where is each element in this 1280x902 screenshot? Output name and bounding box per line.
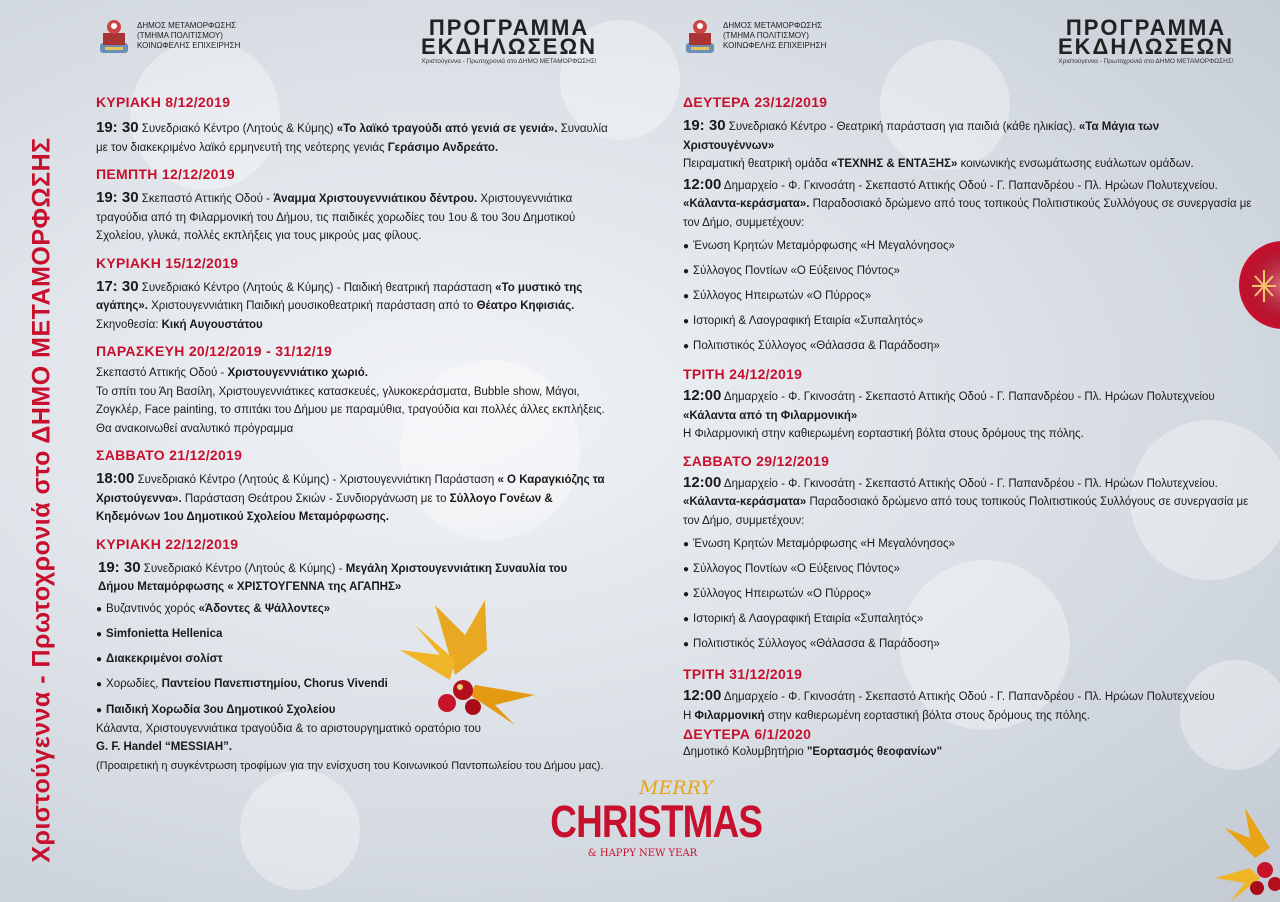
- municipality-emblem-icon: [97, 15, 131, 57]
- program-subtitle: Χριστούγεννα - Πρωτοχρονιά στο ΔΗΜΟ ΜΕΤΑΜΟΡΦΩΣΗΣ!: [421, 58, 597, 65]
- vertical-banner: [12, 40, 72, 880]
- event-time: 12:00: [683, 687, 722, 704]
- vertical-title: Χριστούγεννα - Πρωτοχρονιά στο ΔΗΜΟ ΜΕΤΑΜΟΡΦΩΣΗΣ: [27, 137, 56, 863]
- event-block: [683, 725, 1253, 762]
- holly-decoration-icon: [395, 595, 545, 735]
- event-director: Σκηνοθεσία: Κική Αυγουστάτου: [96, 318, 263, 331]
- event-block: [96, 165, 618, 246]
- list-item: ● Χορωδίες, Παντείου Πανεπιστημίου, Chorus Vivendi: [96, 672, 618, 697]
- event-details: Κάλαντα, Χριστουγεννιάτικα τραγούδια & το αριστουργηματικό ορατόριο του: [96, 722, 481, 735]
- event-note: Θα ανακοινωθεί αναλυτικό πρόγραμμα: [96, 422, 294, 435]
- logo-line3: ΚΟΙΝΩΦΕΛΗΣ ΕΠΙΧΕΙΡΗΣΗ: [723, 41, 827, 50]
- list-item: ● Πολιτιστικός Σύλλογος «Θάλασσα & Παράδοση»: [683, 334, 1253, 359]
- event-date: ΚΥΡΙΑΚΗ 15/12/2019: [96, 254, 239, 271]
- event-block: [683, 452, 1253, 658]
- event-time: 12:00: [683, 387, 722, 404]
- event-handel: G. F. Handel “MESSIAH”.: [96, 741, 233, 753]
- event-date: ΚΥΡΙΑΚΗ 22/12/2019: [96, 535, 239, 552]
- list-item: ● Ιστορική & Λαογραφική Εταιρία «Συπαλητός»: [683, 309, 1253, 334]
- program-title-line2: ΕΚΔΗΛΩΣΕΩΝ: [421, 34, 597, 59]
- event-desc: 17: 30 Συνεδριακό Κέντρο (Λητούς & Κύμης) - Παιδική θεατρική παράσταση «Το μυστικό της αγάπης». Χριστουγεννιάτικη Παιδική μουσικοθεατρική παράσταση από το Θέατρο Κηφισιάς.: [96, 277, 583, 312]
- event-desc: 12:00 Δημαρχείο - Φ. Γκινοσάτη - Σκεπαστό Αττικής Οδού - Γ. Παπανδρέου - Πλ. Ηρώων Πολυτεχνείου. «Κάλαντα-κεράσματα» Παραδοσιακό δρώμενο από τους τοπικούς Πολιτιστικούς Συλλόγους σε συνεργασία με τον Δήμο, συμμετέχουν:: [683, 473, 1249, 527]
- program-title-line1: ΠΡΟΓΡΑΜΜΑ: [428, 15, 590, 40]
- christmas-ornament-icon: [1238, 240, 1280, 330]
- event-desc: 12:00 Δημαρχείο - Φ. Γκινοσάτη - Σκεπαστό Αττικής Οδού - Γ. Παπανδρέου - Πλ. Ηρώων Πολυτεχνείου. «Κάλαντα-κεράσματα». Παραδοσιακό δρώμενο από τους τοπικούς Πολιτιστικούς Συλλόγους σε συνεργασία με τον Δήμο, συμμετέχουν:: [683, 175, 1252, 229]
- event-desc: Σκεπαστό Αττικής Οδού - Χριστουγεννιάτικο χωριό.: [96, 367, 368, 379]
- program-header-left: [418, 15, 600, 65]
- logo-line2: (ΤΜΗΜΑ ΠΟΛΙΤΙΣΜΟΥ): [723, 31, 809, 40]
- event-desc: 19: 30 Σκεπαστό Αττικής Οδού - Άναμμα Χριστουγεννιάτικου δέντρου. Χριστουγεννιάτικα τραγούδια από τη Φιλαρμονική του Δήμου, τις παιδικές χορωδίες του 1ου & του 3ου Δημοτικού Σχολείου, γλυκά, πολλές εκπλήξεις για τους μικρούς μας φίλους.: [96, 189, 576, 242]
- event-time: 12:00: [683, 175, 722, 193]
- list-item: ● Παιδική Χορωδία 3ου Δημοτικού Σχολείου: [96, 701, 618, 720]
- holly-corner-icon: [1215, 808, 1280, 902]
- event-time: 19: 30: [683, 117, 726, 134]
- event-desc: 19: 30 Συνεδριακό Κέντρο (Λητούς & Κύμης) - Μεγάλη Χριστουγεννιάτικη Συναυλία του Δήμου Μεταμόρφωσης « ΧΡΙΣΤΟΥΓΕΝΝΑ της ΑΓΑΠΗΣ»: [98, 558, 568, 593]
- event-date: ΤΡΙΤΗ 31/12/2019: [683, 666, 803, 682]
- event-date: ΔΕΥΤΕΡΑ 23/12/2019: [683, 94, 828, 110]
- event-time: 19: 30: [98, 558, 141, 576]
- event-desc: Δημοτικό Κολυμβητήριο "Εορτασμός θεοφανίων": [683, 746, 943, 758]
- christmas-text: CHRISTMAS: [550, 796, 763, 847]
- event-block: [683, 365, 1253, 444]
- event-date: ΣΑΒΒΑΤΟ 29/12/2019: [683, 452, 830, 469]
- event-details: Το σπίτι του Άη Βασίλη, Χριστουγεννιάτικες κατασκευές, γλυκοκεράσματα, Bubble show, Μάγοι, Ζογκλέρ, Face painting, το σπιτάκι του Δήμου με παραμύθια, τραγούδια και πολλές άλλες εκπλήξεις.: [96, 385, 605, 416]
- list-item: ● Διακεκριμένοι σολίστ: [96, 647, 618, 672]
- event-desc: 18:00 Συνεδριακό Κέντρο (Λητούς & Κύμης) - Χριστουγεννιάτικη Παράσταση « Ο Καραγκιόζης τα Χριστούγεννα». Παράσταση Θεάτρου Σκιών - Συνδιοργάνωση με το Σύλλογο Γονέων & Κηδεμόνων 1ου Δημοτικού Σχολείου Μεταμόρφωσης.: [96, 470, 605, 523]
- list-item: ● Σύλλογος Ποντίων «Ο Εύξεινος Πόντος»: [683, 259, 1253, 284]
- event-desc: 19: 30 Συνεδριακό Κέντρο (Λητούς & Κύμης) «Το λαϊκό τραγούδι από γενιά σε γενιά». Συναυλία με τον διακεκριμένο λαϊκό ερμηνευτή της νεότερης γενιάς Γεράσιμο Ανδρεάτο.: [96, 119, 608, 154]
- right-column: [683, 93, 1253, 762]
- happy-new-year-text: & HAPPY NEW YEAR: [587, 848, 698, 859]
- event-block: [96, 254, 618, 335]
- event-date: ΔΕΥΤΕΡΑ 6/1/2020: [683, 726, 812, 742]
- list-item: ● Simfonietta Hellenica: [96, 622, 618, 647]
- event-desc: 12:00 Δημαρχείο - Φ. Γκινοσάτη - Σκεπαστό Αττικής Οδού - Γ. Παπανδρέου - Πλ. Ηρώων Πολυτεχνείου «Κάλαντα από τη Φιλαρμονική» Η Φιλαρμονική στην καθιερωμένη εορταστική βόλτα στους δρόμους της πόλης.: [683, 387, 1215, 440]
- list-item: ● Σύλλογος Ηπειρωτών «Ο Πύρρος»: [683, 582, 1253, 607]
- program-title-line2: ΕΚΔΗΛΩΣΕΩΝ: [1058, 34, 1234, 59]
- program-subtitle: Χριστούγεννα - Πρωτοχρονιά στο ΔΗΜΟ ΜΕΤΑΜΟΡΦΩΣΗΣ!: [1058, 58, 1234, 65]
- event-time: 19: 30: [96, 119, 139, 136]
- program-title-line1: ΠΡΟΓΡΑΜΜΑ: [1065, 15, 1227, 40]
- event-date: ΤΡΙΤΗ 24/12/2019: [683, 366, 803, 382]
- event-block: [683, 665, 1253, 725]
- event-time: 17: 30: [96, 277, 139, 295]
- list-item: ● Σύλλογος Ποντίων «Ο Εύξεινος Πόντος»: [683, 557, 1253, 582]
- event-date: ΚΥΡΙΑΚΗ 8/12/2019: [96, 94, 231, 110]
- event-note: (Προαιρετική η συγκέντρωση τροφίμων για την ενίσχυση του Κοινωνικού Παντοπωλείου του Δήμου μας).: [96, 759, 604, 772]
- event-time: 18:00: [96, 470, 135, 487]
- list-item: ● Βυζαντινός χορός «Άδοντες & Ψάλλοντες»: [96, 597, 618, 622]
- list-item: ● Ιστορική & Λαογραφική Εταιρία «Συπαλητός»: [683, 607, 1253, 632]
- list-item: ● Πολιτιστικός Σύλλογος «Θάλασσα & Παράδοση»: [683, 632, 1253, 657]
- event-date: ΣΑΒΒΑΤΟ 21/12/2019: [96, 447, 243, 463]
- event-desc: 12:00 Δημαρχείο - Φ. Γκινοσάτη - Σκεπαστό Αττικής Οδού - Γ. Παπανδρέου - Πλ. Ηρώων Πολυτεχνείου Η Φιλαρμονική στην καθιερωμένη εορταστική βόλτα στους δρόμους της πόλης.: [683, 687, 1215, 722]
- list-item: ● Ένωση Κρητών Μεταμόρφωσης «Η Μεγαλόνησος»: [683, 532, 1253, 557]
- logo-right: [683, 15, 826, 57]
- christmas-greeting: [530, 777, 763, 859]
- logo-line3: ΚΟΙΝΩΦΕΛΗΣ ΕΠΙΧΕΙΡΗΣΗ: [137, 41, 241, 50]
- event-block: [96, 446, 618, 527]
- event-block: [683, 93, 1253, 359]
- event-desc: 19: 30 Συνεδριακό Κέντρο - Θεατρική παράσταση για παιδιά (κάθε ηλικίας). «Τα Μάγια των Χριστουγέννων» Πειραματική θεατρική ομάδα «ΤΕΧΝΗΣ & ΕΝΤΑΞΗΣ» κοινωνικής ενσωμάτωσης ευάλωτων ομάδων.: [683, 117, 1194, 170]
- logo-line1: ΔΗΜΟΣ ΜΕΤΑΜΟΡΦΩΣΗΣ: [723, 21, 823, 30]
- list-item: ● Σύλλογος Ηπειρωτών «Ο Πύρρος»: [683, 284, 1253, 309]
- municipality-emblem-icon: [683, 15, 717, 57]
- event-block: [96, 342, 618, 438]
- program-header-right: [1055, 15, 1237, 65]
- event-time: 12:00: [683, 473, 722, 491]
- event-date: ΠΕΜΠΤΗ 12/12/2019: [96, 166, 235, 182]
- logo-left: [97, 15, 240, 57]
- event-date: ΠΑΡΑΣΚΕΥΗ 20/12/2019 - 31/12/19: [96, 343, 333, 359]
- event-block: [96, 93, 618, 157]
- merry-text: MERRY: [639, 777, 713, 799]
- logo-line2: (ΤΜΗΜΑ ΠΟΛΙΤΙΣΜΟΥ): [137, 31, 223, 40]
- logo-line1: ΔΗΜΟΣ ΜΕΤΑΜΟΡΦΩΣΗΣ: [137, 21, 237, 30]
- event-time: 19: 30: [96, 189, 139, 206]
- list-item: ● Ένωση Κρητών Μεταμόρφωσης «Η Μεγαλόνησος»: [683, 234, 1253, 259]
